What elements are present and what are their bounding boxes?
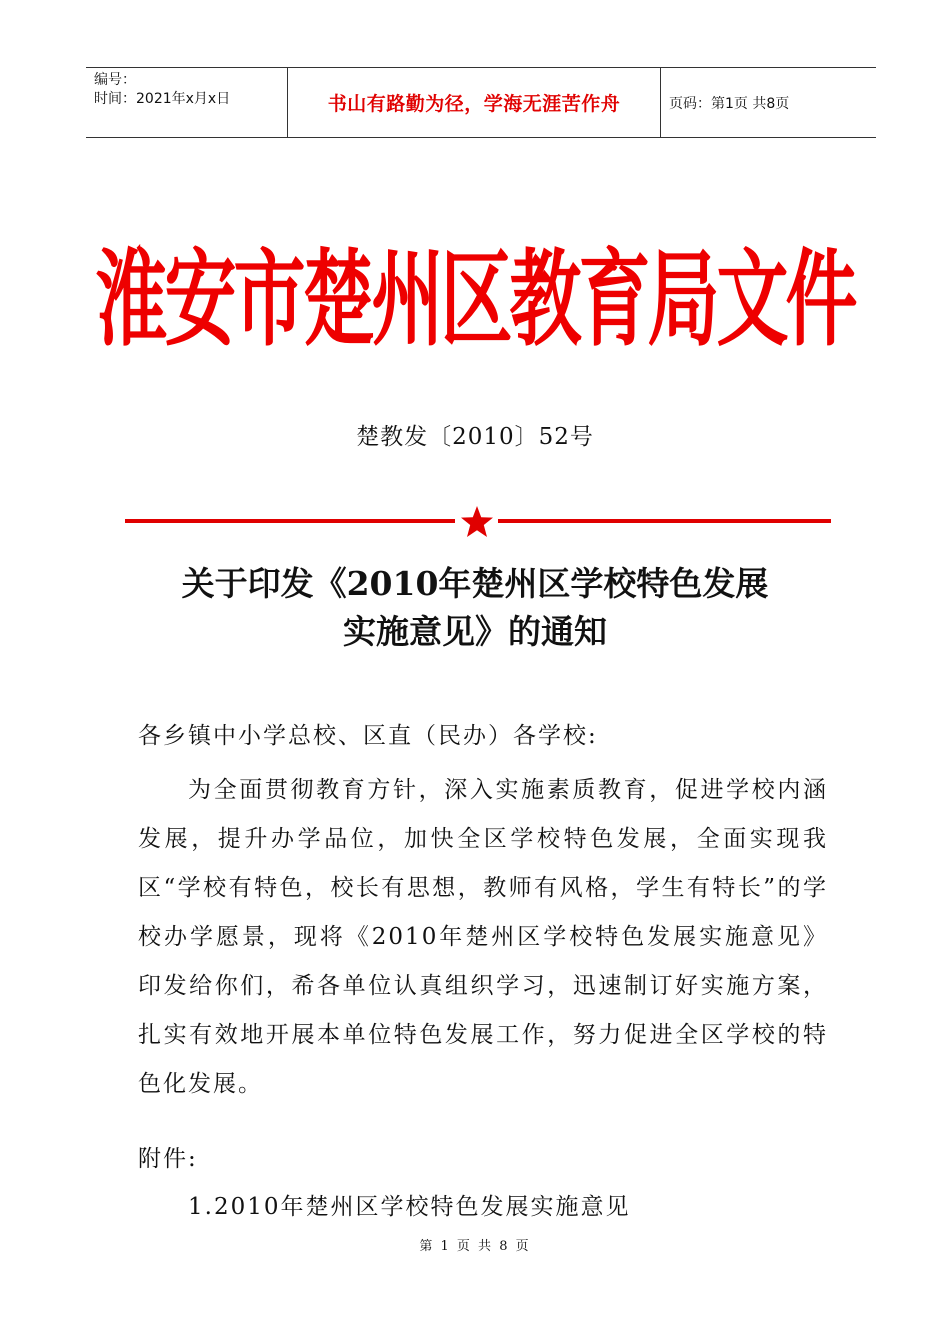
notice-title-line-2: 实施意见》的通知	[343, 612, 607, 651]
header-meta-cell	[86, 68, 288, 137]
time-label: 时间：2021年x月x日	[94, 91, 231, 107]
motto-text: 书山有路勤为径，学海无涯苦作舟	[327, 93, 621, 115]
notice-title	[0, 560, 950, 656]
footer-page-number: 第 1 页 共 8 页	[419, 1239, 531, 1254]
salutation: 各乡镇中小学总校、区直（民办）各学校:	[138, 723, 598, 749]
notice-title-line-1: 关于印发《2010年楚州区学校特色发展	[181, 564, 769, 603]
issuer-title: 淮安市楚州区教育局文件	[95, 238, 855, 360]
header-page-cell	[661, 68, 876, 137]
attachment-label: 附件:	[138, 1146, 198, 1172]
star-icon	[459, 504, 495, 540]
header-motto-cell	[288, 68, 661, 137]
divider-right	[498, 519, 831, 523]
divider-left	[125, 519, 455, 523]
header-table	[86, 67, 876, 138]
page-info: 页码：第1页 共8页	[669, 95, 790, 112]
doc-number: 楚教发〔2010〕52号	[356, 424, 594, 450]
attachment-item: 1.2010年楚州区学校特色发展实施意见	[188, 1194, 631, 1220]
body-paragraph: 为全面贯彻教育方针，深入实施素质教育，促进学校内涵发展，提升办学品位，加快全区学校特色发展，全面实现我区“学校有特色，校长有思想，教师有风格，学生有特长”的学校办学愿景，现将《2010年楚州区学校特色发展实施意见》印发给你们，希各单位认真组织学习，迅速制订好实施方案，扎实有效地开展本单位特色发展工作，努力促进全区学校的特色化发展。	[138, 777, 828, 1097]
code-label: 编号：	[94, 72, 136, 88]
